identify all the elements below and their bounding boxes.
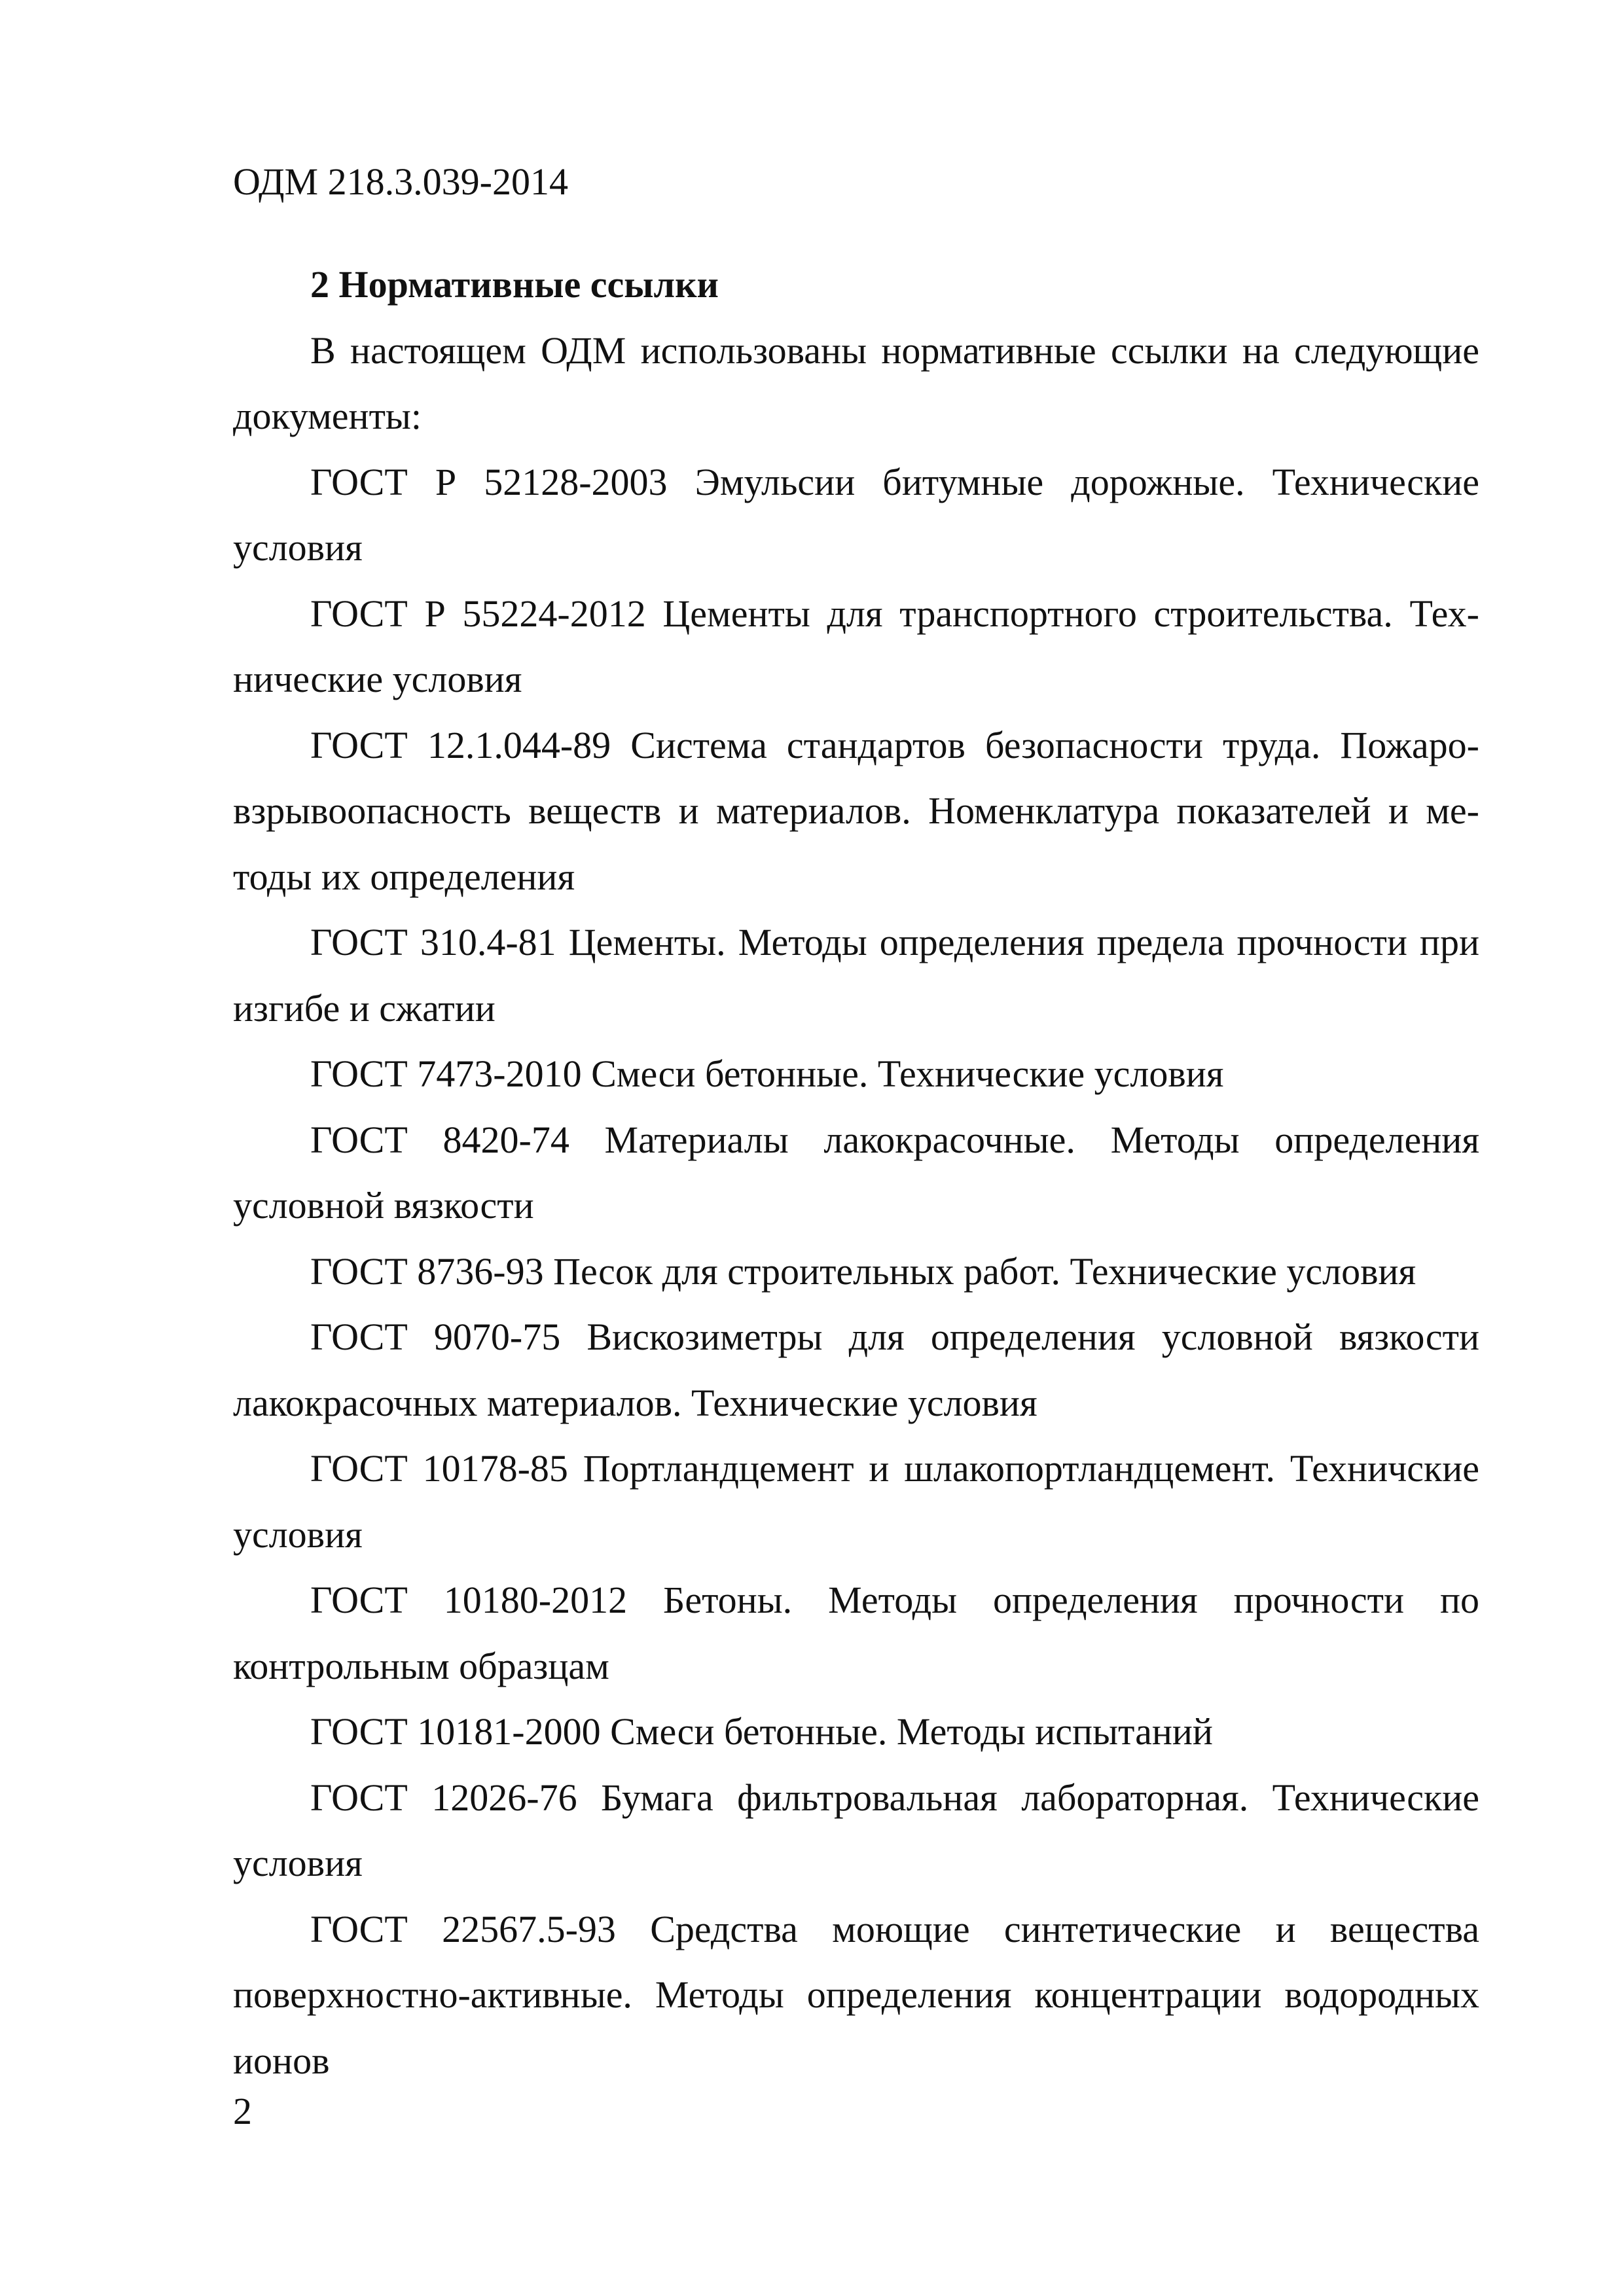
section-body bbox=[233, 252, 1479, 2094]
page-number: 2 bbox=[233, 2090, 252, 2132]
reference-item: ГОСТ 12026-76 Бумага фильтровальная лабораторная. Технические условия bbox=[233, 1776, 1479, 1884]
reference-item: ГОСТ 10180-2012 Бетоны. Методы определения прочности по контрольным образцам bbox=[233, 1579, 1479, 1687]
reference-item: ГОСТ 10178-85 Портландцемент и шлакопортландцемент. Техничские условия bbox=[233, 1447, 1479, 1556]
reference-item: ГОСТ 22567.5-93 Средства моющие синтетические и вещества поверхностно-активные. Методы определения концентрации водородных ионов bbox=[233, 1907, 1479, 2082]
reference-item: ГОСТ 10181-2000 Смеси бетонные. Методы испытаний bbox=[310, 1710, 1213, 1753]
reference-item: ГОСТ 7473-2010 Смеси бетонные. Технические условия bbox=[310, 1052, 1224, 1095]
reference-item: ГОСТ Р 52128-2003 Эмульсии битумные дорожные. Технические условия bbox=[233, 460, 1479, 569]
reference-item: ГОСТ 12.1.044-89 Система стандартов безопасности труда. Пожаровзрывоопасность веществ и материалов. Номенклатура показателей и методы их определения bbox=[233, 723, 1479, 898]
reference-item: ГОСТ Р 55224-2012 Цементы для транспортного строительства. Технические условия bbox=[233, 592, 1479, 700]
reference-item: ГОСТ 8736-93 Песок для строительных работ. Технические условия bbox=[310, 1249, 1416, 1293]
reference-item: ГОСТ 310.4-81 Цементы. Методы определения предела прочности при изгибе и сжатии bbox=[233, 921, 1479, 1030]
intro-paragraph: В настоящем ОДМ использованы нормативные ссылки на следующие документы: bbox=[233, 329, 1479, 437]
section-title: 2 Нормативные ссылки bbox=[310, 263, 719, 306]
document-code-header: ОДМ 218.3.039-2014 bbox=[233, 160, 568, 203]
reference-item: ГОСТ 9070-75 Вискозиметры для определения условной вязкости лакокрасочных материалов. Технические условия bbox=[233, 1316, 1479, 1424]
reference-item: ГОСТ 8420-74 Материалы лакокрасочные. Методы определения условной вязкости bbox=[233, 1118, 1479, 1227]
